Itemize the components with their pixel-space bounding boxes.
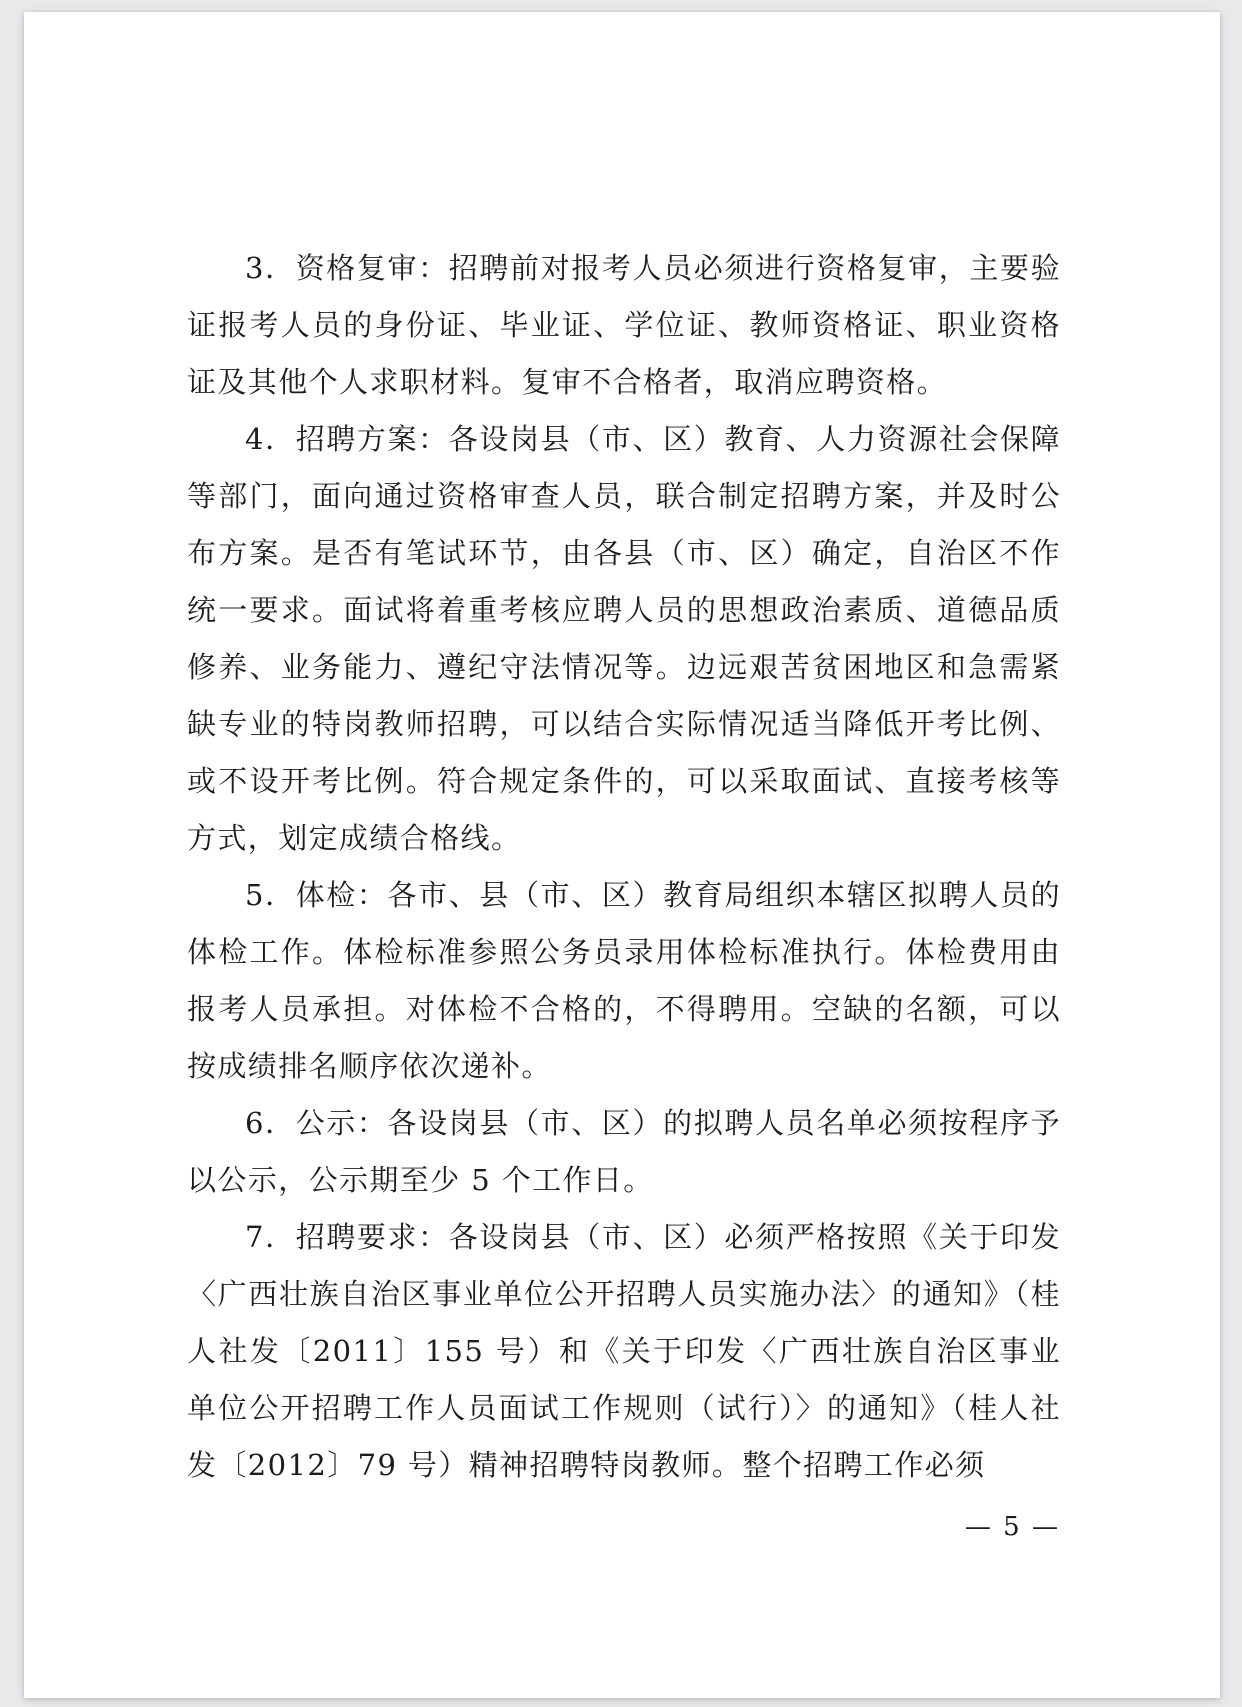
page-number: — 5 — <box>964 1512 1060 1542</box>
paragraph-physical-exam: 5．体检：各市、县（市、区）教育局组织本辖区拟聘人员的体检工作。体检标准参照公务员录用体检标准执行。体检费用由报考人员承担。对体检不合格的，不得聘用。空缺的名额，可以按成绩排名顺序依次递补。 <box>187 878 1061 1083</box>
paragraph-public-notice: 6．公示：各设岗县（市、区）的拟聘人员名单必须按程序予以公示，公示期至少 5 个工作日。 <box>187 1106 1061 1197</box>
paragraph-qualification-review: 3．资格复审：招聘前对报考人员必须进行资格复审，主要验证报考人员的身份证、毕业证、学位证、教师资格证、职业资格证及其他个人求职材料。复审不合格者，取消应聘资格。 <box>187 251 1061 399</box>
document-body <box>187 240 1061 1494</box>
paragraph-recruitment-requirements: 7．招聘要求：各设岗县（市、区）必须严格按照《关于印发〈广西壮族自治区事业单位公开招聘人员实施办法〉的通知》（桂人社发〔2011〕155 号）和《关于印发〈广西壮族自治区事业单位公开招聘工作人员面试工作规则（试行）〉的通知》（桂人社发〔2012〕79 号）精神招聘特岗教师。整个招聘工作必须 <box>187 1220 1061 1482</box>
paragraph-recruitment-plan: 4．招聘方案：各设岗县（市、区）教育、人力资源社会保障等部门，面向通过资格审查人员，联合制定招聘方案，并及时公布方案。是否有笔试环节，由各县（市、区）确定，自治区不作统一要求。面试将着重考核应聘人员的思想政治素质、道德品质修养、业务能力、遵纪守法情况等。边远艰苦贫困地区和急需紧缺专业的特岗教师招聘，可以结合实际情况适当降低开考比例、或不设开考比例。符合规定条件的，可以采取面试、直接考核等方式，划定成绩合格线。 <box>187 422 1061 855</box>
document-page <box>24 12 1220 1698</box>
